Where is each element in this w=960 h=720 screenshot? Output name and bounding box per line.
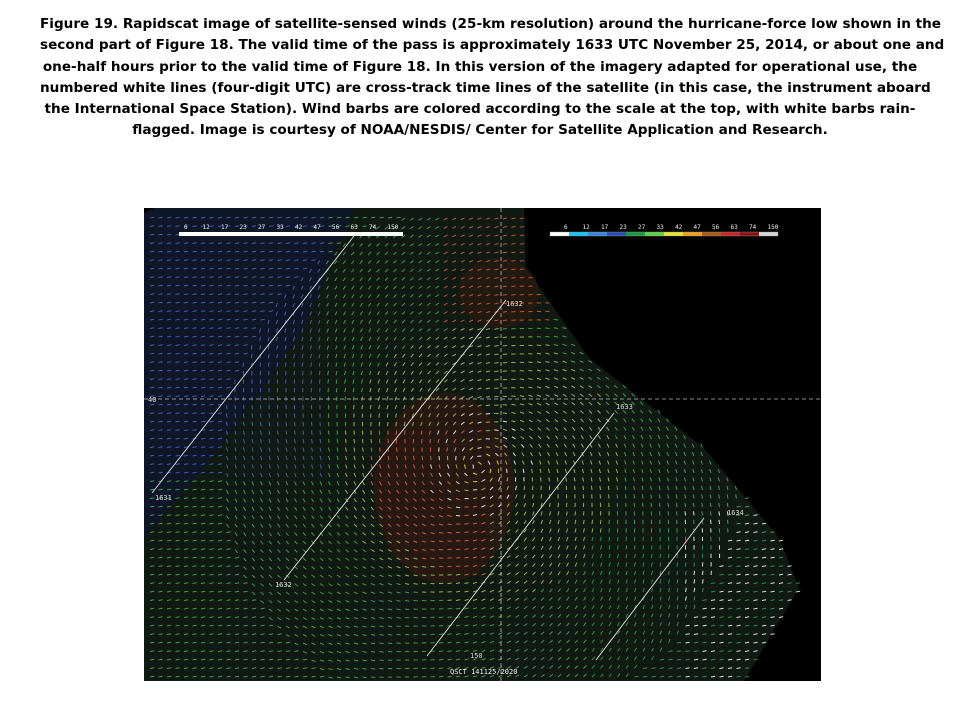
wind-barb xyxy=(388,626,392,627)
color-scale-tick: 74 xyxy=(749,224,757,231)
wind-barb xyxy=(286,371,287,375)
caption-line: the International Space Station). Wind barbs are colored according to the scale at the top, with white barbs rain- xyxy=(44,101,916,118)
wind-barb xyxy=(431,668,435,669)
wind-barb xyxy=(345,388,346,392)
wind-barb xyxy=(494,380,498,381)
color-scale-swatch xyxy=(721,232,740,236)
wind-barb xyxy=(371,652,375,653)
wind-barb xyxy=(269,363,270,367)
color-speed-scale xyxy=(550,224,779,236)
wind-barb xyxy=(387,414,388,418)
wind-barb xyxy=(745,498,749,499)
wind-barb xyxy=(503,413,507,414)
wind-barb xyxy=(710,511,711,515)
wind-barb xyxy=(554,319,558,320)
color-scale-tick: 42 xyxy=(675,224,683,231)
wind-barb xyxy=(507,477,508,481)
wind-barb xyxy=(676,503,677,507)
wind-field-svg xyxy=(144,208,821,681)
wind-barb xyxy=(567,511,568,515)
wind-barb xyxy=(320,431,321,435)
wind-barb xyxy=(337,439,338,443)
wind-barb xyxy=(503,329,507,330)
wind-barb xyxy=(303,431,304,435)
white-scale-tick: 74 xyxy=(369,224,377,231)
wind-barb xyxy=(617,494,618,498)
wind-barb xyxy=(260,346,261,350)
wind-barb xyxy=(503,346,507,347)
wind-barb xyxy=(278,431,279,435)
wind-barb xyxy=(494,354,498,355)
wind-barb xyxy=(511,295,515,296)
wind-barb xyxy=(545,345,549,346)
wind-barb xyxy=(388,635,392,636)
wind-barb xyxy=(635,545,636,549)
wind-barb xyxy=(520,387,524,388)
wind-barb xyxy=(370,405,371,409)
wind-barb xyxy=(511,269,515,270)
wind-barb xyxy=(252,414,253,418)
time-label: 1632 xyxy=(275,581,292,589)
color-scale-swatch xyxy=(569,232,588,236)
wind-barb xyxy=(668,503,669,507)
wind-barb xyxy=(379,414,380,418)
wind-barb xyxy=(422,567,426,568)
wind-barb xyxy=(652,554,653,558)
wind-barb xyxy=(362,405,363,409)
wind-barb xyxy=(439,651,443,652)
wind-barb xyxy=(336,388,337,392)
white-scale-tick: 47 xyxy=(313,224,321,231)
wind-barb xyxy=(685,503,686,507)
wind-barb xyxy=(465,540,469,541)
wind-barb xyxy=(396,422,397,426)
wind-barb xyxy=(550,503,551,507)
wind-barb xyxy=(328,388,329,392)
wind-barb xyxy=(643,545,644,549)
wind-barb xyxy=(294,363,295,367)
white-scale-tick: 12 xyxy=(202,224,210,231)
caption-line: numbered white lines (four-digit UTC) are cross-track time lines of the satellite (in this case, the instrument aboard xyxy=(40,79,931,96)
wind-barb xyxy=(728,520,729,524)
white-scale-tick: 6 xyxy=(184,224,188,231)
wind-barb xyxy=(414,584,418,585)
wind-barb xyxy=(405,609,409,610)
wind-barb xyxy=(503,337,507,338)
wind-barb xyxy=(511,278,515,279)
white-scale-tick: 23 xyxy=(239,224,247,231)
wind-barb xyxy=(486,414,490,415)
wind-barb xyxy=(617,486,618,490)
color-scale-tick: 56 xyxy=(712,224,720,231)
wind-barb xyxy=(601,528,602,532)
wind-barb xyxy=(363,439,364,443)
wind-barb xyxy=(448,642,452,643)
wind-barb xyxy=(660,503,661,507)
wind-barb xyxy=(494,371,498,372)
wind-barb xyxy=(503,312,507,313)
caption-line: second part of Figure 18. The valid time of the pass is approximately 1633 UTC November 25, 2014, or about one and xyxy=(40,37,945,54)
color-scale-swatch xyxy=(664,232,683,236)
wind-barb xyxy=(380,643,384,644)
wind-barb xyxy=(431,456,432,460)
wind-barb xyxy=(609,528,610,532)
color-scale-tick: 150 xyxy=(767,224,779,231)
color-scale-swatch xyxy=(550,232,569,236)
wind-barb xyxy=(269,422,270,426)
wind-barb xyxy=(520,261,524,262)
wind-barb xyxy=(295,422,296,426)
wind-barb xyxy=(294,371,295,375)
wind-barb xyxy=(520,278,524,279)
color-scale-tick: 17 xyxy=(601,224,609,231)
caption-line: Figure 19. Rapidscat image of satellite-sensed winds (25-km resolution) around the hurricane-force low shown in the xyxy=(40,16,942,32)
wind-barb xyxy=(227,422,228,426)
color-scale-tick: 47 xyxy=(693,224,701,231)
wind-barb xyxy=(685,511,686,515)
wind-barb xyxy=(600,486,601,490)
wind-barb xyxy=(554,328,558,329)
wind-barb xyxy=(465,549,469,550)
wind-barb xyxy=(643,554,644,558)
wind-barb xyxy=(626,545,627,549)
wind-barb xyxy=(520,269,524,270)
wind-barb xyxy=(439,643,443,644)
wind-barb xyxy=(486,405,490,406)
wind-barb xyxy=(311,371,312,375)
wind-barb xyxy=(520,235,524,236)
wind-barb xyxy=(694,571,695,575)
wind-barb xyxy=(380,652,384,653)
wind-barb xyxy=(439,659,443,660)
color-scale-swatch xyxy=(740,232,759,236)
wind-barb xyxy=(703,579,704,583)
time-label: 1632 xyxy=(506,300,523,308)
wind-barb xyxy=(545,328,549,329)
wind-barb xyxy=(431,550,435,551)
white-scale-tick: 63 xyxy=(350,224,358,231)
wind-barb xyxy=(520,227,524,228)
wind-barb xyxy=(448,600,452,601)
wind-barb xyxy=(312,431,313,435)
wind-barb xyxy=(511,261,515,262)
wind-barb xyxy=(651,503,652,507)
wind-barb xyxy=(285,363,286,367)
wind-barb xyxy=(686,571,687,575)
color-scale-tick: 12 xyxy=(582,224,590,231)
wind-barb xyxy=(456,507,460,508)
wind-barb xyxy=(227,405,228,409)
wind-barb xyxy=(511,286,515,287)
wind-barb xyxy=(448,608,452,609)
lat-label: 40 xyxy=(148,396,157,404)
wind-barb xyxy=(380,660,384,661)
white-scale-bar xyxy=(179,232,403,236)
caption-line: flagged. Image is courtesy of NOAA/NESDIS/ Center for Satellite Application and Research. xyxy=(132,122,828,139)
wind-barb xyxy=(431,677,435,678)
wind-barb xyxy=(659,494,660,498)
satellite-wind-image xyxy=(144,208,821,681)
wind-barb xyxy=(703,588,704,592)
wind-barb xyxy=(545,336,549,337)
image-footer: QSCT 141125/2020 xyxy=(450,668,518,676)
wind-barb xyxy=(528,362,532,363)
wind-barb xyxy=(520,379,524,380)
wind-barb xyxy=(363,677,367,678)
wind-barb xyxy=(473,498,477,499)
wind-barb xyxy=(686,579,687,583)
wind-barb xyxy=(252,422,253,426)
wind-barb xyxy=(719,511,720,515)
wind-barb xyxy=(388,643,392,644)
color-scale-swatch xyxy=(626,232,645,236)
wind-barb xyxy=(261,414,262,418)
wind-barb xyxy=(319,380,320,384)
wind-barb xyxy=(439,634,443,635)
color-scale-tick: 33 xyxy=(656,224,664,231)
color-scale-tick: 27 xyxy=(638,224,646,231)
wind-barb xyxy=(380,448,381,452)
wind-barb xyxy=(520,218,524,219)
wind-barb xyxy=(244,422,245,426)
wind-barb xyxy=(235,414,236,418)
wind-barb xyxy=(494,363,498,364)
wind-barb xyxy=(693,503,694,507)
wind-barb xyxy=(268,346,269,350)
white-scale-tick: 27 xyxy=(258,224,266,231)
wind-barb xyxy=(405,601,409,602)
wind-barb xyxy=(285,354,286,358)
color-scale-swatch xyxy=(702,232,721,236)
wind-barb xyxy=(448,617,452,618)
wind-barb xyxy=(371,677,375,678)
wind-barb xyxy=(515,469,516,473)
wind-barb xyxy=(371,660,375,661)
wind-barb xyxy=(541,494,542,498)
wind-barb xyxy=(328,380,329,384)
lon-label: 150 xyxy=(470,652,483,660)
wind-barb xyxy=(439,668,443,669)
wind-barb xyxy=(511,312,515,313)
wind-barb xyxy=(625,494,626,498)
wind-barb xyxy=(694,579,695,583)
wind-barb xyxy=(227,414,228,418)
wind-barb xyxy=(235,422,236,426)
wind-barb xyxy=(465,532,469,533)
wind-barb xyxy=(524,486,525,490)
wind-barb xyxy=(397,618,401,619)
wind-barb xyxy=(439,541,443,542)
wind-barb xyxy=(626,537,627,541)
wind-barb xyxy=(702,503,703,507)
wind-barb xyxy=(719,520,720,524)
wind-barb xyxy=(252,354,253,358)
wind-barb xyxy=(677,571,678,575)
wind-barb xyxy=(329,431,330,435)
wind-barb xyxy=(354,439,355,443)
wind-barb xyxy=(660,562,661,566)
wind-barb xyxy=(278,422,279,426)
wind-barb xyxy=(430,439,431,443)
wind-barb xyxy=(549,477,550,481)
wind-barb xyxy=(363,669,367,670)
color-scale-swatch xyxy=(645,232,664,236)
wind-barb xyxy=(591,486,592,490)
time-label: 1634 xyxy=(727,509,744,517)
wind-barb xyxy=(397,626,401,627)
white-scale-tick: 150 xyxy=(387,224,399,231)
white-scale-tick: 42 xyxy=(295,224,303,231)
wind-barb xyxy=(456,574,460,575)
wind-barb xyxy=(710,503,711,507)
wind-barb xyxy=(677,562,678,566)
wind-barb xyxy=(694,511,695,515)
high-wind-region xyxy=(374,393,514,583)
wind-barb xyxy=(651,494,652,498)
color-scale-tick: 23 xyxy=(619,224,627,231)
wind-barb xyxy=(277,354,278,358)
color-scale-swatch xyxy=(683,232,702,236)
wind-barb xyxy=(669,571,670,575)
wind-barb xyxy=(558,503,559,507)
white-scale-tick: 56 xyxy=(332,224,340,231)
wind-barb xyxy=(302,371,303,375)
color-scale-swatch xyxy=(607,232,626,236)
wind-barb xyxy=(414,592,418,593)
caption-line: one-half hours prior to the valid time of Figure 18. In this version of the imagery adapted for operational use, the xyxy=(42,58,918,75)
wind-barb xyxy=(503,320,507,321)
wind-barb xyxy=(286,422,287,426)
wind-barb xyxy=(557,477,558,481)
figure-caption xyxy=(40,14,945,142)
wind-barb xyxy=(528,370,532,371)
wind-barb xyxy=(456,566,460,567)
wind-barb xyxy=(413,431,414,435)
time-label: 1631 xyxy=(155,494,172,502)
wind-barb xyxy=(286,431,287,435)
white-scale-tick: 17 xyxy=(221,224,229,231)
color-scale-swatch xyxy=(588,232,607,236)
wind-barb xyxy=(261,422,262,426)
wind-barb xyxy=(244,414,245,418)
wind-barb xyxy=(584,520,585,524)
wind-barb xyxy=(634,494,635,498)
wind-barb xyxy=(702,511,703,515)
wind-barb xyxy=(609,537,610,541)
wind-barb xyxy=(422,456,423,460)
wind-barb xyxy=(268,354,269,358)
wind-barb xyxy=(353,397,354,401)
wind-barb xyxy=(494,430,498,431)
wind-barb xyxy=(608,486,609,490)
wind-barb xyxy=(277,363,278,367)
wind-barb xyxy=(311,380,312,384)
wind-barb xyxy=(566,477,567,481)
color-scale-swatch xyxy=(759,232,778,236)
wind-barb xyxy=(345,397,346,401)
wind-barb xyxy=(448,524,452,525)
time-label: 1633 xyxy=(616,403,633,411)
wind-barb xyxy=(295,431,296,435)
wind-barb xyxy=(520,244,524,245)
wind-barb xyxy=(537,345,541,346)
wind-barb xyxy=(652,562,653,566)
wind-barb xyxy=(397,609,401,610)
white-scale-tick: 33 xyxy=(276,224,284,231)
wind-barb xyxy=(537,353,541,354)
wind-barb xyxy=(511,396,515,397)
high-wind-region xyxy=(459,258,539,328)
wind-barb xyxy=(371,669,375,670)
wind-barb xyxy=(456,591,460,592)
color-scale-tick: 63 xyxy=(730,224,738,231)
wind-barb xyxy=(520,252,524,253)
wind-barb xyxy=(397,448,398,452)
wind-barb xyxy=(251,346,252,350)
color-scale-tick: 6 xyxy=(564,224,568,231)
wind-barb xyxy=(660,554,661,558)
wind-barb xyxy=(346,439,347,443)
wind-barb xyxy=(329,439,330,443)
wind-barb xyxy=(448,634,452,635)
wind-barb xyxy=(642,494,643,498)
wind-barb xyxy=(618,537,619,541)
wind-barb xyxy=(583,486,584,490)
wind-barb xyxy=(431,558,435,559)
wind-barb xyxy=(439,676,443,677)
wind-barb xyxy=(422,575,426,576)
wind-barb xyxy=(592,520,593,524)
wind-barb xyxy=(575,511,576,515)
wind-barb xyxy=(456,583,460,584)
